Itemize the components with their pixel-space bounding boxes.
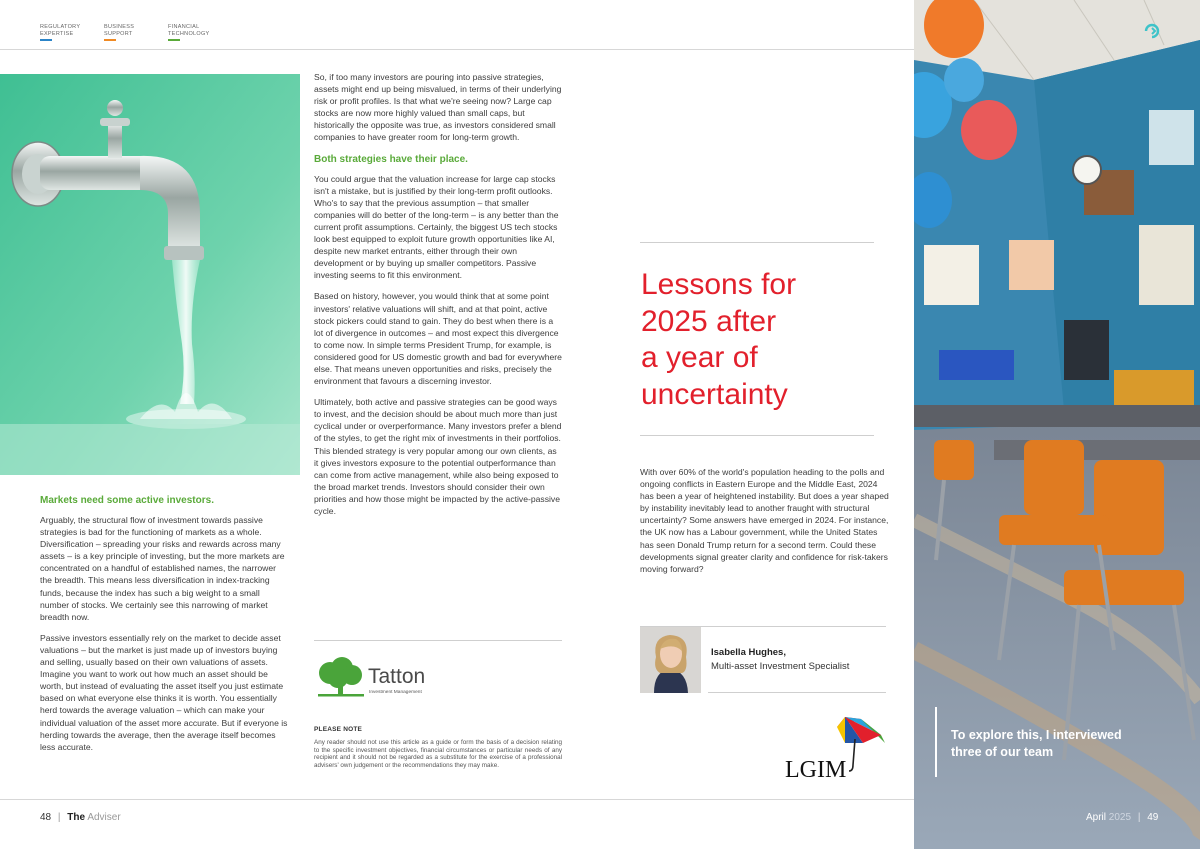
paragraph: You could argue that the valuation increase for large cap stocks isn't a mistake, but is justified by their long-term profit outlooks. Who's to say that the previous assumption – that smaller companies will do better of the long-term – is any better than the current profit assumptions. Certainly, the biggest US tech stocks look best equipped to exploit future growth opportunities like AI, despite new market entrants, either through their own development or by buying up smaller competitors. Passive investing seems to fit this environment.: [314, 173, 559, 281]
tatton-sub: Investment Management: [369, 690, 422, 695]
footer-separator: |: [1137, 812, 1141, 823]
page-number: 48: [40, 812, 52, 823]
divider: [640, 435, 874, 436]
notice-text: Any reader should not use this article as a guide or form the basis of a decision relating to the specific investment objectives, financial circumstances or particular needs of any recipient and it should not be regarded as a substitute for the exercise of a professional advisers' own judgement or the recommendations they may make.: [314, 739, 562, 769]
paragraph: Arguably, the structural flow of investment towards passive strategies is bad for the functioning of markets as a whole. Diversification – spreading your risks and rewards across many assets – is a key principle of investing, but the more markets are concentrated on a handful of established names, the narrower the breadth. This means less diversification in index-tracking funds, because the index has such a big weight to a small number of stocks. We certainly see this narrowing of market breadth now.: [40, 515, 285, 622]
nav-color-bar: [40, 39, 52, 41]
tatton-name: Tatton: [368, 665, 426, 688]
paragraph: Based on history, however, you would think that at some point investors' relative valuations will shift, and at that point, active stock pickers could stand to gain. They do best when there is a lot of divergence in outcomes – and most expect this divergence to come now. In simple terms President Trump, for example, is considered good for US domestic growth and bad for everywhere else. That means uneven opportunities and risks, precisely the environment that favours a discerning investor.: [314, 291, 562, 387]
section-heading: Markets need some active investors.: [40, 495, 214, 506]
feature-headline: Lessons for 2025 after a year of uncertainty: [641, 268, 797, 411]
divider: [314, 640, 562, 641]
classroom-photo: [914, 0, 1200, 849]
author-photo: [640, 627, 701, 693]
issue-year: 2025: [1108, 812, 1132, 823]
nav-color-bar: [168, 39, 180, 41]
nav-item-technology[interactable]: FINANCIAL TECHNOLOGY: [168, 24, 218, 41]
tatton-logo: [314, 656, 454, 704]
lgim-text: LGIM: [785, 757, 847, 783]
left-column: [40, 494, 290, 762]
author-name: Isabella Hughes,: [711, 647, 786, 658]
section-heading: Both strategies have their place.: [314, 153, 468, 165]
nav-item-business[interactable]: BUSINESS SUPPORT: [104, 24, 154, 41]
section-nav: [40, 24, 218, 41]
middle-column: [314, 71, 562, 526]
nav-color-bar: [104, 39, 116, 41]
header-divider: [0, 49, 914, 50]
nav-item-regulatory[interactable]: REGULATORY EXPERTISE: [40, 24, 90, 41]
photo-caption: To explore this, I interviewed three of our team: [951, 728, 1122, 759]
corner-logo-icon: [1143, 22, 1161, 40]
paragraph: Passive investors essentially rely on the market to decide asset valuations – but the market is just made up of investors buying and selling, usually based on their own valuations of assets. Imagine you want to work out how much an asset should be worth, but instead of evaluating the asset itself you just estimate based on what everyone else thinks it is worth. You essentially herd towards the average valuation – which can make your individual valuation of the asset more accurate. But if everyone is herding towards the average, then the average itself becomes less accurate.: [40, 632, 288, 752]
divider: [708, 692, 886, 693]
paragraph: Ultimately, both active and passive strategies can be good ways to invest, and the decision should be about much more than just cyclical under or overperformance. Many investors prefer a blend of the styles, to get the right mix of investments in their portfolios. This blended strategy is very popular among our own clients, as it gives investors exposure to the potential outperformance than can come from active management, while also being exposed to the broad market trends. Investors should consider their own priorities and how those might be impacted by the active-passive cycle.: [314, 397, 562, 516]
tree-icon: [318, 657, 364, 697]
lgim-logo: [785, 713, 887, 783]
author-role: Multi-asset Investment Specialist: [711, 661, 850, 672]
footer-right: [1086, 812, 1158, 823]
footer-separator: |: [57, 812, 61, 823]
magazine-name-light: Adviser: [87, 812, 121, 823]
magazine-name: The: [67, 812, 86, 823]
page-number: 49: [1147, 812, 1159, 823]
feature-intro: With over 60% of the world's population heading to the polls and ongoing conflicts in Eastern Europe and the Middle East, 2024 has been a year of heightened instability. But does a year shaped by instability inevitably lead to another fraught with structural uncertainty? Some answers have emerged in 2024. For instance, the UK now has a Labour government, while the United States has seen Donald Trump return for a second term. Could these developments signal greater clarity and confidence for risk-takers moving forward?: [640, 467, 889, 574]
footer-left: [40, 812, 121, 823]
issue-month: April: [1086, 812, 1107, 823]
notice-title: PLEASE NOTE: [314, 726, 363, 733]
paragraph: So, if too many investors are pouring into passive strategies, assets might end up being misvalued, in terms of their underlying risk or profit profiles. Is that what we're seeing now? Large cap stocks are now more highly valued than small caps, but historically the opposite was true, as investors considered small companies to have greater room for long-term growth.: [314, 72, 562, 143]
caption-accent-bar: [935, 707, 937, 777]
divider: [640, 242, 874, 243]
water-tap-image: [0, 74, 300, 475]
footer-divider: [0, 799, 914, 800]
